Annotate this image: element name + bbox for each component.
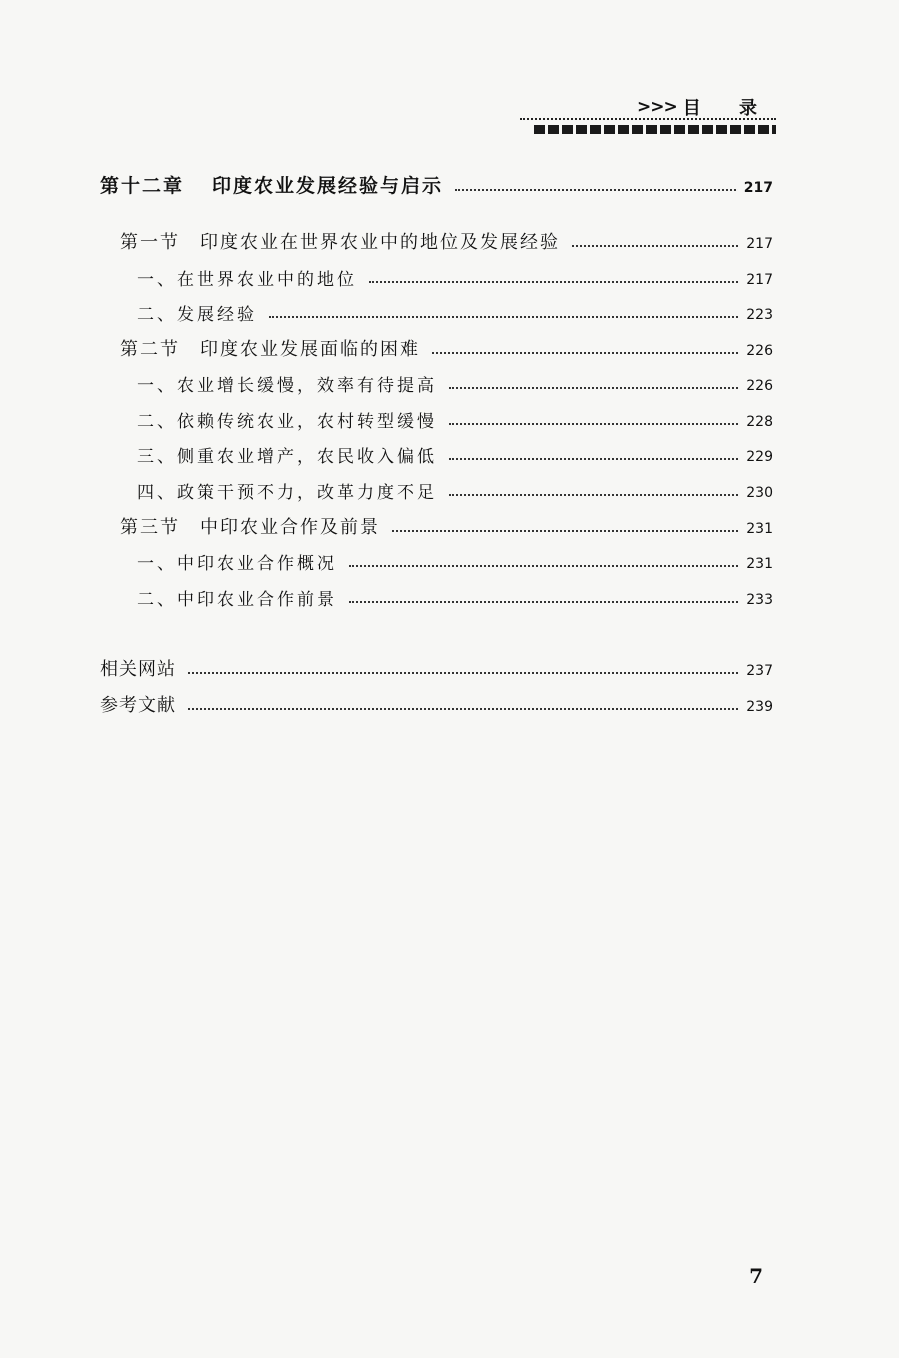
toc-item[interactable] xyxy=(137,299,773,325)
dot-leader xyxy=(392,530,738,532)
toc-item[interactable] xyxy=(137,264,773,290)
backmatter-title: 参考文献 xyxy=(100,695,176,716)
page-ref: 231 xyxy=(746,521,773,537)
page-ref: 217 xyxy=(743,180,773,196)
toc-section-3[interactable] xyxy=(120,513,773,539)
header-dotted-rule xyxy=(520,118,776,120)
item-title: 三、侧重农业增产，农民收入偏低 xyxy=(137,447,437,467)
page-ref: 230 xyxy=(746,485,773,501)
dot-leader xyxy=(572,245,738,247)
section-number: 第三节 xyxy=(120,517,180,538)
page-number: 7 xyxy=(749,1264,763,1288)
dot-leader xyxy=(269,316,738,318)
page-ref: 231 xyxy=(746,556,773,572)
toc-item[interactable] xyxy=(137,441,773,467)
section-title: 印度农业发展面临的困难 xyxy=(200,339,420,360)
item-title: 二、中印农业合作前景 xyxy=(137,590,337,610)
page-ref: 229 xyxy=(746,449,773,465)
section-number: 第二节 xyxy=(120,339,180,360)
dot-leader xyxy=(188,672,738,674)
page-ref: 233 xyxy=(746,592,773,608)
toc-chapter-12[interactable] xyxy=(100,172,773,198)
item-title: 二、依赖传统农业，农村转型缓慢 xyxy=(137,412,437,432)
item-title: 一、在世界农业中的地位 xyxy=(137,270,357,290)
toc-section-1[interactable] xyxy=(120,228,773,254)
item-title: 一、农业增长缓慢，效率有待提高 xyxy=(137,376,437,396)
dot-leader xyxy=(455,189,736,191)
page-ref: 217 xyxy=(746,236,773,252)
dot-leader xyxy=(349,565,738,567)
chevron-icon: >>> xyxy=(636,97,677,117)
toc-related-websites[interactable] xyxy=(100,655,773,681)
page-ref: 226 xyxy=(746,378,773,394)
section-number: 第一节 xyxy=(120,232,180,253)
header-block-rule xyxy=(534,125,776,134)
toc-references[interactable] xyxy=(100,691,773,717)
section-title: 印度农业在世界农业中的地位及发展经验 xyxy=(200,232,560,253)
page-ref: 239 xyxy=(746,699,773,715)
toc-item[interactable] xyxy=(137,548,773,574)
toc-item[interactable] xyxy=(137,477,773,503)
dot-leader xyxy=(369,281,738,283)
page-ref: 223 xyxy=(746,307,773,323)
dot-leader xyxy=(449,387,738,389)
page-ref: 228 xyxy=(746,414,773,430)
dot-leader xyxy=(449,494,738,496)
section-title: 中印农业合作及前景 xyxy=(200,517,380,538)
item-title: 二、发展经验 xyxy=(137,305,257,325)
running-header xyxy=(637,94,773,120)
item-title: 一、中印农业合作概况 xyxy=(137,554,337,574)
running-header-title: 目 录 xyxy=(682,98,773,119)
chapter-title: 印度农业发展经验与启示 xyxy=(212,175,444,197)
page-ref: 237 xyxy=(746,663,773,679)
backmatter-title: 相关网站 xyxy=(100,659,176,680)
dot-leader xyxy=(188,708,738,710)
dot-leader xyxy=(432,352,738,354)
page-ref: 217 xyxy=(746,272,773,288)
toc-section-2[interactable] xyxy=(120,335,773,361)
dot-leader xyxy=(449,458,738,460)
toc-item[interactable] xyxy=(137,406,773,432)
dot-leader xyxy=(349,601,738,603)
chapter-number: 第十二章 xyxy=(100,175,185,197)
page-ref: 226 xyxy=(746,343,773,359)
item-title: 四、政策干预不力，改革力度不足 xyxy=(137,483,437,503)
dot-leader xyxy=(449,423,738,425)
toc-item[interactable] xyxy=(137,370,773,396)
toc-item[interactable] xyxy=(137,584,773,610)
